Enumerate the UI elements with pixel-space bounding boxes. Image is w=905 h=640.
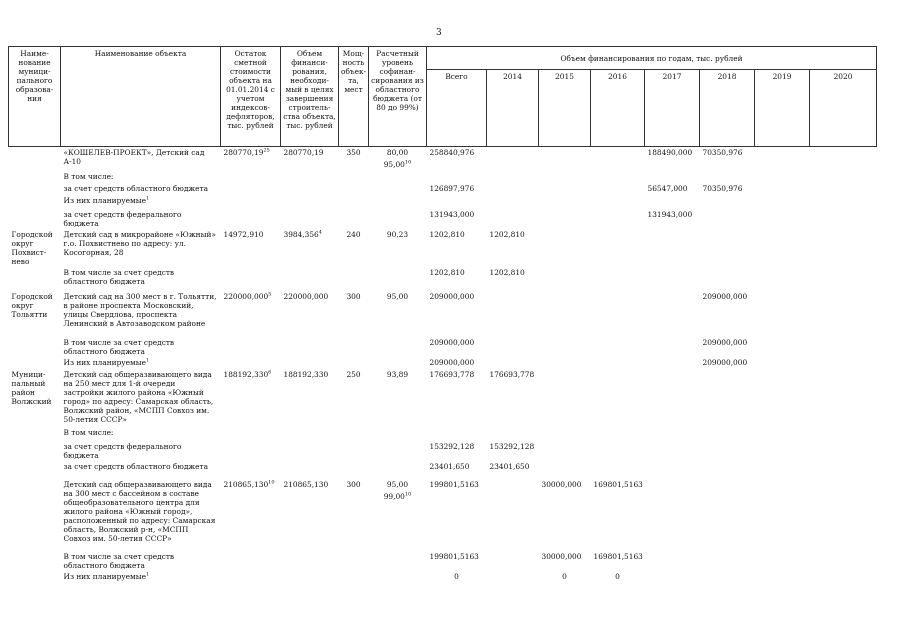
cell-total: 153292,128 [429, 441, 475, 451]
cell-total: 199801,5163 [429, 479, 479, 489]
cell-label: за счет средств областного бюджета [63, 461, 209, 471]
cell-capacity: 250 [346, 369, 361, 379]
header-year-2016: 2016 [591, 70, 645, 147]
financing-table [8, 46, 877, 583]
cell-2015: 0 [562, 571, 567, 581]
cell-label: за счет средств федерального бюджета [63, 209, 182, 228]
header-year-2017: 2017 [645, 70, 700, 147]
cell-cofinancing: 90,23 [386, 229, 409, 239]
cell-2016 [591, 147, 645, 171]
cell-2018: 209000,000 [702, 291, 748, 301]
cell-funding-needed: 188192,330 [283, 369, 329, 379]
cell-total: 199801,5163 [429, 551, 479, 561]
cell-label: В том числе: [63, 427, 114, 437]
cell-object: Детский сад общеразвивающего вида на 250 мест для 1-й очереди застройки жилого района «Южный город» по адресу: Самарская область, Волжский район, «МСПП Совхоз им. 50-летия СССР» [63, 369, 214, 424]
cell-cofinancing: 93,89 [386, 369, 409, 379]
cell-2014: 1202,810 [489, 229, 525, 239]
cell-cofinancing: 80,00 95,00$^{10}$ [383, 148, 412, 169]
cell-object: Детский сад в микрорайоне «Южный» г.о. Похвистнево по адресу: ул. Косогорная, 28 [63, 229, 216, 257]
table-row [9, 195, 877, 209]
cell-2014 [487, 147, 539, 171]
cell-total: 0 [454, 571, 459, 581]
cell-total: 1202,810 [429, 229, 465, 239]
header-total: Всего [427, 70, 487, 147]
cell-municipality [9, 479, 61, 551]
cell-2018: 70350,976 [702, 183, 743, 193]
header-year-2020: 2020 [810, 70, 877, 147]
cell-2019 [755, 147, 810, 171]
cell-label: Из них планируемые$^1$ [63, 195, 150, 205]
cell-2014: 1202,810 [489, 267, 525, 277]
cell-label: Из них планируемые$^1$ [63, 571, 150, 581]
cell-object: Детский сад на 300 мест в г. Тольятти, в районе проспекта Московский, улицы Свердлова, проспекта Ленинский в Автозаводском районе [63, 291, 217, 328]
cell-remaining-cost: 210865,130$^{10}$ [223, 479, 275, 489]
cell-total: 209000,000 [429, 337, 475, 347]
table-row [9, 441, 877, 461]
cell-capacity: 350 [346, 148, 361, 157]
cell-total: 209000,000 [429, 357, 475, 367]
table-row [9, 479, 877, 551]
cell-cofinancing: 95,00 99,00$^{10}$ [383, 479, 412, 501]
cell-municipality [9, 147, 61, 171]
cell-municipality: Муници-пальный район Волжский [11, 369, 52, 406]
cell-2018: 70350,976 [702, 148, 743, 157]
header-funding-by-years: Объем финансирования по годам, тыс. рублей [427, 47, 877, 70]
table-row [9, 229, 877, 267]
cell-capacity: 300 [346, 479, 361, 489]
cell-total: 1202,810 [429, 267, 465, 277]
cell-2016: 169801,5163 [593, 479, 643, 489]
cell-2017: 188490,000 [647, 148, 693, 157]
cell-funding-needed: 3984,356$^4$ [283, 229, 322, 239]
table-row [9, 291, 877, 337]
cell-total: 131943,000 [429, 209, 475, 219]
cell-total: 126897,976 [429, 183, 475, 193]
table-row [9, 461, 877, 479]
table-row [9, 171, 877, 183]
table-row [9, 147, 877, 171]
cell-2014: 176693,778 [489, 369, 535, 379]
table-row [9, 209, 877, 229]
cell-2014: 23401,650 [489, 461, 530, 471]
table-row [9, 427, 877, 441]
header-funding-needed: Объем финанси-рования, необходи-мый в целях завершения строитель-ства объекта, тыс. рублей [281, 47, 339, 147]
cell-2015: 30000,000 [541, 551, 582, 561]
cell-2017: 56547,000 [647, 183, 688, 193]
table-row [9, 369, 877, 427]
header-year-2014: 2014 [487, 70, 539, 147]
header-municipality: Наиме-нование муници-пального образова-ния [9, 47, 61, 147]
cell-municipality: Городской округ Похвист-нево [11, 229, 53, 266]
cell-2016: 0 [615, 571, 620, 581]
cell-label: В том числе за счет средств областного бюджета [63, 551, 175, 570]
table-row [9, 357, 877, 369]
cell-total: 176693,778 [429, 369, 475, 379]
table-row [9, 183, 877, 195]
header-capacity: Мощ-ность объек-та, мест [339, 47, 369, 147]
cell-remaining-cost: 188192,330$^6$ [223, 369, 272, 379]
table-row [9, 571, 877, 583]
cell-remaining-cost: 280770,19$^{25}$ [223, 147, 270, 157]
table-row [9, 337, 877, 357]
cell-total: 23401,650 [429, 461, 470, 471]
cell-2015: 30000,000 [541, 479, 582, 489]
cell-remaining-cost: 14972,910 [223, 229, 264, 239]
header-year-2019: 2019 [755, 70, 810, 147]
cell-2016: 169801,5163 [593, 551, 643, 561]
cell-municipality: Городской округ Тольятти [11, 291, 53, 319]
cell-2017: 131943,000 [647, 209, 693, 219]
cell-2018: 209000,000 [702, 357, 748, 367]
cell-total: 209000,000 [429, 291, 475, 301]
cell-2014: 153292,128 [489, 441, 535, 451]
cell-funding-needed: 220000,000 [283, 291, 329, 301]
cell-label: за счет средств федерального бюджета [63, 441, 182, 460]
cell-2020 [810, 147, 877, 171]
cell-object: Детский сад общеразвивающего вида на 300 мест с бассейном в составе общеобразовательного центра для жилого района «Южный город», расположенный по адресу: Самарская область, Волжский р-н, «МСПП Совхоз им. 50-летия СССР» [63, 479, 216, 543]
cell-object: «КОШЕЛЕВ-ПРОЕКТ», Детский сад А-10 [63, 148, 205, 166]
cell-capacity: 240 [346, 229, 361, 239]
cell-2018: 209000,000 [702, 337, 748, 347]
header-object-name: Наименование объекта [61, 47, 221, 147]
page-number: 3 [436, 28, 442, 38]
cell-label: В том числе: [63, 171, 114, 181]
cell-2015 [539, 147, 591, 171]
table-row [9, 267, 877, 291]
cell-total: 258840,976 [429, 148, 475, 157]
cell-funding-needed: 210865,130 [283, 479, 329, 489]
cell-label: В том числе за счет средств областного бюджета [63, 267, 175, 286]
cell-label: Из них планируемые$^1$ [63, 357, 150, 367]
cell-remaining-cost: 220000,000$^5$ [223, 291, 272, 301]
table-row [9, 551, 877, 571]
cell-cofinancing: 95,00 [386, 291, 409, 301]
header-year-2015: 2015 [539, 70, 591, 147]
cell-label: В том числе за счет средств областного бюджета [63, 337, 175, 356]
cell-capacity: 300 [346, 291, 361, 301]
cell-label: за счет средств областного бюджета [63, 183, 209, 193]
header-cofinancing-level: Расчетный уровень софинан-сирования из областного бюджета (от 80 до 99%) [369, 47, 427, 147]
header-remaining-cost: Остаток сметной стоимости объекта на 01.01.2014 с учетом индексов-дефляторов, тыс. рублей [221, 47, 281, 147]
header-year-2018: 2018 [700, 70, 755, 147]
cell-funding-needed: 280770,19 [283, 148, 324, 157]
